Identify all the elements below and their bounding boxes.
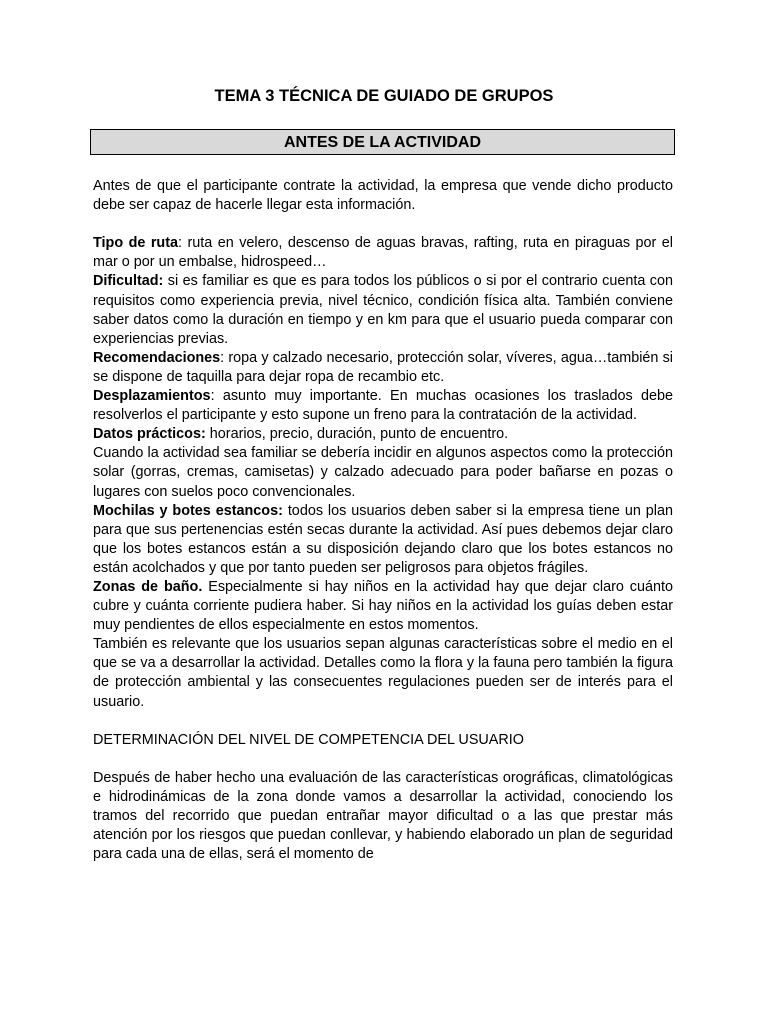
info-term: Desplazamientos [93,388,211,405]
subheading: DETERMINACIÓN DEL NIVEL DE COMPETENCIA DEL USUARIO [93,731,524,748]
section-header: ANTES DE LA ACTIVIDAD [90,129,675,155]
info-item-tipo-ruta [93,234,673,272]
info-term: Dificultad: [93,273,164,290]
info-item-recomendaciones [93,349,673,387]
document-body [93,177,673,864]
info-sep: : [220,349,229,366]
info-item-zonas-bano [93,578,673,635]
info-item-dificultad [93,272,673,348]
info-item-desplazamientos [93,387,673,425]
info-sep: : [178,235,188,252]
info-term: Tipo de ruta [93,235,179,252]
info-term: Zonas de baño. [93,578,203,595]
info-text: ropa y calzado necesario, protección solar, víveres, agua…también si se dispone de taquilla para dejar ropa de recambio etc. [93,349,673,385]
familiar-paragraph: Cuando la actividad sea familiar se debería incidir en algunos aspectos como la protección solar (gorras, cremas, camisetas) y calzado adecuado para poder bañarse en pozas o lugares con suelos poco convencionales. [93,445,673,500]
info-text: si es familiar es que es para todos los públicos o si por el contrario cuenta con requisitos como experiencia previa, nivel técnico, condición física alta. También conviene saber datos como la duración en tiempo y en km para que el usuario pueda comparar con experiencias previas. [93,273,674,347]
medio-paragraph: También es relevante que los usuarios sepan algunas características sobre el medio en el que se va a desarrollar la actividad. Detalles como la flora y la fauna pero también la figura de protección ambiental y las consecuentes regulaciones pueden ser de interés para el usuario. [93,636,673,710]
paragraph-spacer [93,712,673,731]
info-text: ruta en velero, descenso de aguas bravas, rafting, ruta en piraguas por el mar o por un embalse, hidrospeed… [93,235,674,271]
info-sep: : [210,388,223,405]
info-item-datos-practicos [93,425,673,444]
intro-paragraph: Antes de que el participante contrate la actividad, la empresa que vende dicho producto debe ser capaz de hacerle llegar esta información. [93,178,673,214]
paragraph-spacer [93,750,673,769]
info-text: asunto muy importante. En muchas ocasiones los traslados debe resolverlos el participante y esto supone un freno para la contratación de la actividad. [93,388,673,424]
info-text: horarios, precio, duración, punto de encuentro. [209,426,509,443]
paragraph-spacer [93,215,673,234]
info-term: Mochilas y botes estancos: [93,502,283,519]
page-title: TEMA 3 TÉCNICA DE GUIADO DE GRUPOS [214,87,554,105]
info-item-mochilas [93,502,673,578]
final-paragraph: Después de haber hecho una evaluación de las características orográficas, climatológicas e hidrodinámicas de la zona donde vamos a desarrollar la actividad, conociendo los tramos del recorrido que puedan entrañar mayor dificultad o a las que prestar más atención por los riesgos que puedan conllevar, y habiendo elaborado un plan de seguridad para cada una de ellas, será el momento de [93,769,673,863]
info-term: Datos prácticos: [93,426,206,443]
info-text: todos los usuarios deben saber si la empresa tiene un plan para que sus pertenencias estén secas durante la actividad. Así pues debemos dejar claro que los botes estancos están a su disposición dejando claro que los botes estancos no están acolchados y que por tanto pueden ser peligrosos para objetos frágiles. [93,502,673,576]
info-text: Especialmente si hay niños en la actividad hay que dejar claro cuánto cubre y cuánta corriente pudiera haber. Si hay niños en la actividad los guías deben estar muy pendientes de ellos especialmente en estos momentos. [93,578,673,634]
info-term: Recomendaciones [93,349,221,366]
